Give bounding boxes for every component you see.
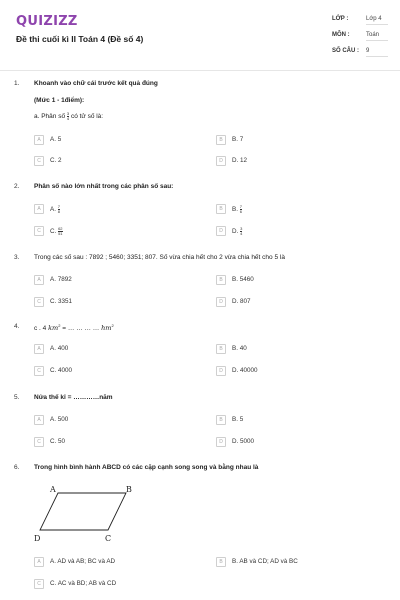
option-letter-box: A [34,557,44,567]
fraction [240,205,242,214]
meta-class-label: LỚP : [332,16,349,22]
option-letter-box: D [216,156,226,166]
option-letter-box: A [34,344,44,354]
fraction [58,227,62,236]
fraction-numerator: 7 [57,204,60,209]
worksheet-header [14,12,386,64]
option-letter-box: B [216,135,226,145]
subtext-suffix: có tử số là: [70,113,104,121]
option-letter-box: D [216,437,226,447]
fraction-denominator: 8 [57,209,60,214]
fraction-numerator: 3 [66,111,70,116]
parallelogram-shape [40,493,126,530]
option-text: C. 2 [50,157,62,164]
fraction-denominator: 4 [240,231,243,236]
option-text: A. 400 [50,345,69,352]
option-text: B. 40 [232,345,247,352]
fraction-denominator: 4 [66,116,70,121]
option-text: B. 5460 [232,276,254,283]
option-text: C. 3351 [50,298,73,305]
option-letter-box: C [34,297,44,307]
option-text: C. 4000 [50,367,73,374]
option-text: C. 50 [50,438,66,445]
option-text [232,227,242,236]
meta-count-label: SỐ CÂU : [332,48,359,54]
option-letter-box: C [34,579,44,589]
question-text: Trong các số sau : 7892 ; 5460; 3351; 807. Số vừa chia hết cho 2 vừa chia hết cho 5 là [34,254,285,261]
exam-title: Đề thi cuối kì II Toán 4 (Đề số 4) [16,34,144,44]
unit-hm: hm [101,324,112,333]
option-letter-box: C [34,156,44,166]
expression-blank: = … … … … [62,325,100,333]
fraction [58,205,60,214]
unit-exponent: 2 [111,323,114,328]
meta-subject-label: MÔN : [332,32,350,38]
option-text: A. AD và AB; BC và AD [50,558,116,565]
option-letter-box: A [34,204,44,214]
question-text: Trong hình bình hành ABCD có các cặp cạnh song song và bằng nhau là [34,464,259,471]
fraction-numerator: 3 [240,226,243,231]
option-text: A. 500 [50,416,69,423]
option-letter-box: B [216,344,226,354]
option-letter-box: B [216,204,226,214]
option-letter-box: B [216,415,226,425]
question-text: Khoanh vào chữ cái trước kết quả đúng [34,80,158,87]
option-letter-box: B [216,557,226,567]
subtext-prefix: a. Phân số [34,113,66,121]
question-subtext: (Mức 1 - 1điểm): [34,97,85,104]
question-text [34,323,114,332]
option-letter-box: D [216,226,226,236]
option-letter-box: A [34,275,44,285]
option-text: D. 40000 [232,367,258,374]
question-text: Phân số nào lớn nhất trong các phân số sau: [34,183,174,190]
header-divider [0,70,400,71]
parallelogram-figure [30,484,150,546]
meta-class-value: Lớp 4 [366,16,388,25]
option-text [50,205,60,214]
option-label: C. [50,228,57,236]
option-letter-box: C [34,437,44,447]
option-text: D. 12 [232,157,248,164]
question-number: 6. [14,464,20,471]
option-text: B. AB và CD; AD và BC [232,558,298,565]
fraction-numerator: 7 [239,204,242,209]
option-text: B. 5 [232,416,244,423]
fraction-denominator: 6 [239,209,242,214]
option-text [50,227,63,236]
option-letter-box: C [34,366,44,376]
vertex-label-b: B [126,485,132,494]
option-letter-box: A [34,135,44,145]
option-text: B. 7 [232,136,244,143]
option-text [232,205,242,214]
option-letter-box: A [34,415,44,425]
option-label: B. [232,206,238,214]
vertex-label-a: A [50,485,56,494]
option-text: C. AC và BD; AB và CD [50,580,117,587]
option-letter-box: B [216,275,226,285]
quizizz-logo: QUIZIZZ [16,14,78,29]
fraction [240,227,242,236]
option-text: A. 5 [50,136,62,143]
question-subtext-fraction [34,112,103,121]
option-letter-box: D [216,366,226,376]
question-number: 1. [14,80,20,87]
option-text: D. 5000 [232,438,255,445]
fraction [67,112,69,121]
question-number: 3. [14,254,20,261]
fraction-numerator: 62 [58,226,63,231]
question-number: 5. [14,394,20,401]
vertex-label-d: D [34,534,41,543]
unit-exponent: 2 [58,323,61,328]
meta-count-value: 9 [366,48,388,57]
vertex-label-c: C [105,534,112,543]
option-letter-box: D [216,297,226,307]
unit-km: km [48,324,59,333]
question-number: 2. [14,183,20,190]
meta-subject-value: Toán [366,32,388,41]
option-text: D. 807 [232,298,251,305]
fraction-denominator: 51 [58,231,63,236]
option-text: A. 7892 [50,276,72,283]
question-text: Nửa thế kỉ = …………năm [34,394,113,401]
option-letter-box: C [34,226,44,236]
expression-prefix: c . 4 [34,325,47,333]
option-label: A. [50,206,56,214]
question-number: 4. [14,323,20,330]
option-label: D. [232,228,239,236]
